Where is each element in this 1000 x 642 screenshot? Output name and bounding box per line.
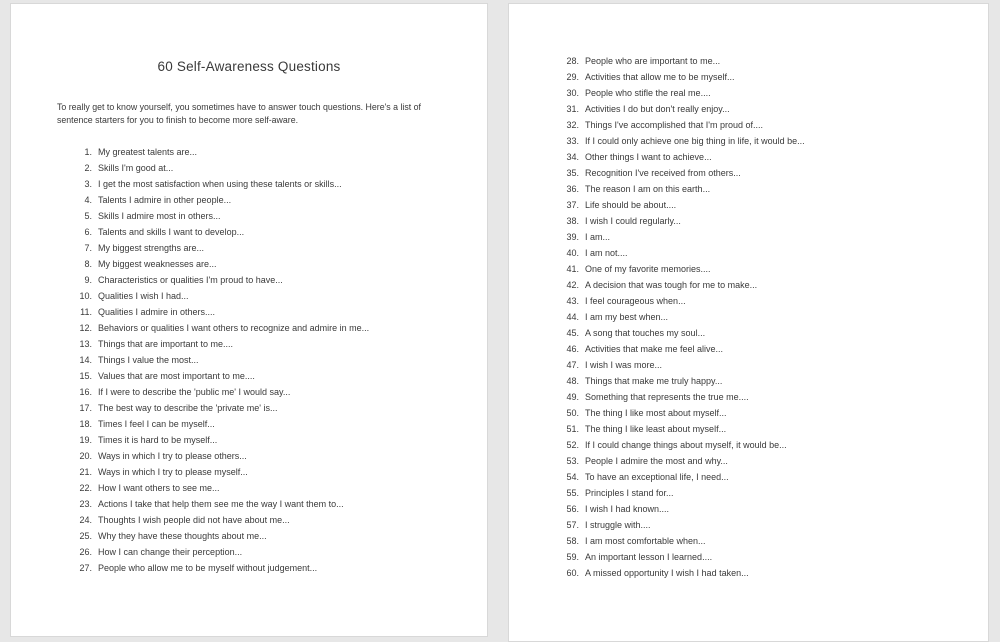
question-item bbox=[563, 472, 988, 488]
question-text: Times it is hard to be myself... bbox=[98, 435, 218, 445]
question-number: 20. bbox=[79, 451, 92, 461]
question-text: I am... bbox=[585, 232, 611, 242]
question-text: The reason I am on this earth... bbox=[585, 184, 711, 194]
question-text: Times I feel I can be myself... bbox=[98, 419, 215, 429]
question-text: I feel courageous when... bbox=[585, 296, 686, 306]
question-item bbox=[563, 56, 988, 72]
question-number: 56. bbox=[566, 504, 579, 514]
question-text: Things I value the most... bbox=[98, 355, 199, 365]
question-text: I am most comfortable when... bbox=[585, 536, 706, 546]
question-item bbox=[563, 200, 988, 216]
question-number: 37. bbox=[566, 200, 579, 210]
question-item bbox=[76, 531, 487, 547]
question-text: Activities that allow me to be myself... bbox=[585, 72, 735, 82]
question-number: 35. bbox=[566, 168, 579, 178]
question-item bbox=[76, 499, 487, 515]
question-item bbox=[563, 360, 988, 376]
question-item bbox=[76, 451, 487, 467]
question-text: I am my best when... bbox=[585, 312, 669, 322]
question-text: A decision that was tough for me to make... bbox=[585, 280, 758, 290]
question-text: Qualities I admire in others.... bbox=[98, 307, 216, 317]
question-text: An important lesson I learned.... bbox=[585, 552, 713, 562]
question-item bbox=[76, 435, 487, 451]
question-number: 5. bbox=[84, 211, 92, 221]
question-number: 41. bbox=[566, 264, 579, 274]
question-text: Skills I admire most in others... bbox=[98, 211, 221, 221]
question-item bbox=[563, 232, 988, 248]
question-text: Behaviors or qualities I want others to recognize and admire in me... bbox=[98, 323, 370, 333]
question-number: 58. bbox=[566, 536, 579, 546]
question-number: 32. bbox=[566, 120, 579, 130]
question-number: 21. bbox=[79, 467, 92, 477]
question-number: 30. bbox=[566, 88, 579, 98]
question-item bbox=[563, 328, 988, 344]
question-item bbox=[563, 456, 988, 472]
question-item bbox=[563, 520, 988, 536]
question-item bbox=[76, 419, 487, 435]
question-item bbox=[76, 515, 487, 531]
question-number: 50. bbox=[566, 408, 579, 418]
question-number: 31. bbox=[566, 104, 579, 114]
question-number: 22. bbox=[79, 483, 92, 493]
question-item bbox=[563, 72, 988, 88]
question-item bbox=[563, 440, 988, 456]
question-number: 44. bbox=[566, 312, 579, 322]
question-item bbox=[563, 296, 988, 312]
question-number: 45. bbox=[566, 328, 579, 338]
question-text: Ways in which I try to please myself... bbox=[98, 467, 248, 477]
question-item bbox=[76, 467, 487, 483]
question-item bbox=[563, 280, 988, 296]
question-text: Qualities I wish I had... bbox=[98, 291, 189, 301]
question-number: 48. bbox=[566, 376, 579, 386]
question-text: How I can change their perception... bbox=[98, 547, 243, 557]
question-text: The best way to describe the 'private me' is... bbox=[98, 403, 278, 413]
question-number: 38. bbox=[566, 216, 579, 226]
question-item bbox=[76, 323, 487, 339]
question-text: One of my favorite memories.... bbox=[585, 264, 711, 274]
question-number: 53. bbox=[566, 456, 579, 466]
question-text: I am not.... bbox=[585, 248, 628, 258]
question-text: Something that represents the true me.... bbox=[585, 392, 749, 402]
question-item bbox=[563, 216, 988, 232]
question-text: I struggle with.... bbox=[585, 520, 651, 530]
question-number: 4. bbox=[84, 195, 92, 205]
question-item bbox=[563, 424, 988, 440]
question-text: People who stifle the real me.... bbox=[585, 88, 711, 98]
question-number: 47. bbox=[566, 360, 579, 370]
question-number: 40. bbox=[566, 248, 579, 258]
question-text: If I could only achieve one big thing in life, it would be... bbox=[585, 136, 805, 146]
question-text: A missed opportunity I wish I had taken... bbox=[585, 568, 749, 578]
question-number: 33. bbox=[566, 136, 579, 146]
intro-paragraph bbox=[57, 101, 447, 126]
question-item bbox=[563, 168, 988, 184]
question-item bbox=[563, 248, 988, 264]
question-item bbox=[563, 264, 988, 280]
question-text: Talents I admire in other people... bbox=[98, 195, 232, 205]
question-number: 8. bbox=[84, 259, 92, 269]
question-item bbox=[563, 376, 988, 392]
question-item bbox=[76, 163, 487, 179]
question-number: 60. bbox=[566, 568, 579, 578]
question-number: 9. bbox=[84, 275, 92, 285]
intro-line: To really get to know yourself, you sometimes have to answer touch questions. Here's a list of bbox=[57, 102, 421, 112]
question-text: If I could change things about myself, it would be... bbox=[585, 440, 787, 450]
question-item bbox=[76, 403, 487, 419]
question-item bbox=[76, 259, 487, 275]
question-text: Recognition I've received from others... bbox=[585, 168, 741, 178]
question-text: I wish I had known.... bbox=[585, 504, 670, 514]
question-number: 55. bbox=[566, 488, 579, 498]
page-title: 60 Self-Awareness Questions bbox=[157, 59, 341, 74]
question-number: 19. bbox=[79, 435, 92, 445]
document-page-left bbox=[10, 3, 488, 637]
question-number: 39. bbox=[566, 232, 579, 242]
question-text: To have an exceptional life, I need... bbox=[585, 472, 729, 482]
question-item bbox=[563, 88, 988, 104]
question-item bbox=[563, 104, 988, 120]
question-number: 54. bbox=[566, 472, 579, 482]
question-number: 27. bbox=[79, 563, 92, 573]
question-text: Actions I take that help them see me the way I want them to... bbox=[98, 499, 344, 509]
question-number: 51. bbox=[566, 424, 579, 434]
question-item bbox=[563, 184, 988, 200]
question-number: 43. bbox=[566, 296, 579, 306]
question-text: Ways in which I try to please others... bbox=[98, 451, 247, 461]
question-number: 10. bbox=[79, 291, 92, 301]
question-text: The thing I like most about myself... bbox=[585, 408, 727, 418]
question-text: Activities I do but don't really enjoy... bbox=[585, 104, 730, 114]
intro-line: sentence starters for you to finish to become more self-aware. bbox=[57, 114, 299, 125]
question-number: 1. bbox=[84, 147, 92, 157]
question-text: Why they have these thoughts about me... bbox=[98, 531, 267, 541]
question-item bbox=[563, 136, 988, 152]
question-number: 24. bbox=[79, 515, 92, 525]
question-number: 57. bbox=[566, 520, 579, 530]
question-number: 29. bbox=[566, 72, 579, 82]
question-item bbox=[76, 195, 487, 211]
question-text: Thoughts I wish people did not have about me... bbox=[98, 515, 290, 525]
question-number: 26. bbox=[79, 547, 92, 557]
question-text: Characteristics or qualities I'm proud to have... bbox=[98, 275, 283, 285]
question-text: Activities that make me feel alive... bbox=[585, 344, 724, 354]
question-number: 46. bbox=[566, 344, 579, 354]
question-item bbox=[563, 568, 988, 584]
question-item bbox=[563, 408, 988, 424]
question-item bbox=[76, 275, 487, 291]
question-item bbox=[563, 344, 988, 360]
question-list-1-27 bbox=[11, 147, 487, 579]
question-item bbox=[76, 307, 487, 323]
question-number: 11. bbox=[80, 307, 92, 317]
question-item bbox=[563, 536, 988, 552]
question-item bbox=[76, 563, 487, 579]
question-text: Things I've accomplished that I'm proud of.... bbox=[585, 120, 764, 130]
question-text: My greatest talents are... bbox=[98, 147, 198, 157]
question-item bbox=[563, 504, 988, 520]
question-item bbox=[76, 371, 487, 387]
question-text: My biggest strengths are... bbox=[98, 243, 205, 253]
question-text: Principles I stand for... bbox=[585, 488, 674, 498]
question-text: Things that make me truly happy... bbox=[585, 376, 723, 386]
question-text: How I want others to see me... bbox=[98, 483, 220, 493]
question-number: 17. bbox=[79, 403, 92, 413]
question-item bbox=[76, 227, 487, 243]
question-text: My biggest weaknesses are... bbox=[98, 259, 217, 269]
question-number: 36. bbox=[566, 184, 579, 194]
question-item bbox=[76, 243, 487, 259]
question-number: 52. bbox=[566, 440, 579, 450]
question-number: 3. bbox=[84, 179, 92, 189]
question-text: Life should be about.... bbox=[585, 200, 677, 210]
question-item bbox=[76, 147, 487, 163]
question-text: Values that are most important to me.... bbox=[98, 371, 255, 381]
question-text: If I were to describe the 'public me' I would say... bbox=[98, 387, 291, 397]
question-number: 15. bbox=[79, 371, 92, 381]
question-number: 13. bbox=[79, 339, 92, 349]
question-number: 16. bbox=[79, 387, 92, 397]
question-number: 49. bbox=[566, 392, 579, 402]
question-text: Talents and skills I want to develop... bbox=[98, 227, 245, 237]
question-number: 12. bbox=[79, 323, 92, 333]
question-item bbox=[563, 312, 988, 328]
document-page-right bbox=[508, 3, 989, 642]
question-item bbox=[563, 152, 988, 168]
question-text: I wish I was more... bbox=[585, 360, 663, 370]
question-number: 2. bbox=[84, 163, 92, 173]
question-number: 59. bbox=[566, 552, 579, 562]
question-text: People who allow me to be myself without judgement... bbox=[98, 563, 318, 573]
question-item bbox=[563, 488, 988, 504]
question-number: 7. bbox=[84, 243, 92, 253]
question-item bbox=[563, 552, 988, 568]
question-item bbox=[76, 211, 487, 227]
question-number: 25. bbox=[79, 531, 92, 541]
question-text: People I admire the most and why... bbox=[585, 456, 728, 466]
question-list-28-60 bbox=[509, 56, 988, 584]
question-number: 14. bbox=[79, 355, 92, 365]
question-text: A song that touches my soul... bbox=[585, 328, 706, 338]
question-item bbox=[563, 392, 988, 408]
question-item bbox=[76, 339, 487, 355]
question-text: I wish I could regularly... bbox=[585, 216, 681, 226]
question-item bbox=[76, 483, 487, 499]
question-item bbox=[563, 120, 988, 136]
question-text: Other things I want to achieve... bbox=[585, 152, 712, 162]
question-text: People who are important to me... bbox=[585, 56, 721, 66]
question-item bbox=[76, 387, 487, 403]
question-number: 18. bbox=[79, 419, 92, 429]
question-text: The thing I like least about myself... bbox=[585, 424, 727, 434]
question-number: 42. bbox=[566, 280, 579, 290]
question-number: 34. bbox=[566, 152, 579, 162]
question-item bbox=[76, 355, 487, 371]
question-text: Things that are important to me.... bbox=[98, 339, 234, 349]
question-number: 6. bbox=[84, 227, 92, 237]
question-item bbox=[76, 547, 487, 563]
question-number: 23. bbox=[79, 499, 92, 509]
question-text: Skills I'm good at... bbox=[98, 163, 174, 173]
question-number: 28. bbox=[566, 56, 579, 66]
question-item bbox=[76, 179, 487, 195]
question-item bbox=[76, 291, 487, 307]
question-text: I get the most satisfaction when using these talents or skills... bbox=[98, 179, 342, 189]
